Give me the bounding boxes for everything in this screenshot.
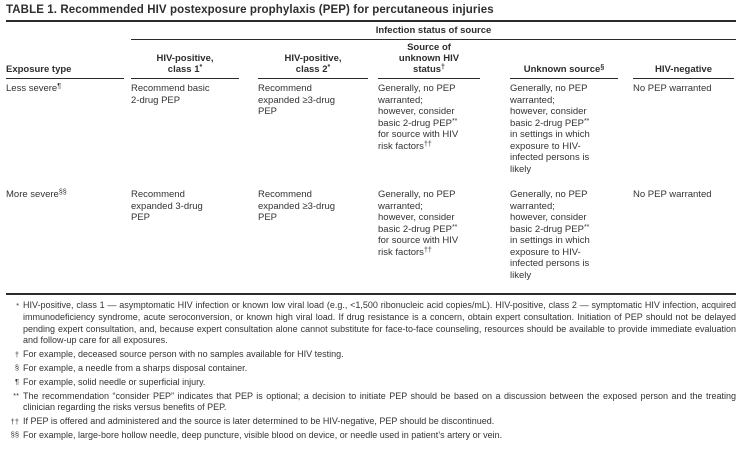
column-header-source-unknown-hiv-status	[378, 42, 510, 79]
footnote-text: HIV-positive, class 1 — asymptomatic HIV infection or known low viral load (e.g., <1,500 ribonucleic acid copies/mL). HIV-positive, class 2 — symptomatic HIV infection, acquired immunodeficiency syndrome, acute seroconversion, or known high viral load. If drug resistance is a concern, obtain expert consultation. Initiation of PEP should not be delayed pending expert consultation, and, because expert consultation alone cannot substitute for face-to-face counseling, resources should be available to provide immediate evaluation and follow-up care for all exposures.	[23, 300, 736, 346]
footnote-marker: **	[13, 391, 19, 401]
footnote-item	[6, 416, 736, 428]
footnote-text: For example, large-bore hollow needle, deep puncture, visible blood on device, or needle used in patient’s artery or vein.	[23, 429, 503, 440]
table-row-less-severe	[6, 83, 736, 189]
column-header-hiv-positive-class-1	[131, 53, 258, 79]
span-header-row	[6, 25, 736, 40]
column-header-label: HIV-positive, class 2*	[284, 53, 342, 75]
cell-row2-source-unknown-hiv-status: Generally, no PEP warranted; however, consider basic 2-drug PEP** for source with HIV risk factors††	[378, 189, 459, 258]
column-header-label: Exposure type	[6, 64, 72, 75]
table-bottom-rule	[6, 293, 736, 295]
column-header-hiv-positive-class-2	[258, 53, 378, 79]
title-rule	[6, 20, 736, 22]
footnote-marker: †	[14, 349, 19, 359]
column-header-underline	[378, 78, 480, 79]
footnote-text: For example, solid needle or superficial injury.	[23, 376, 206, 387]
footnote-marker: *	[16, 300, 19, 310]
footnote-marker: §§	[10, 430, 19, 440]
cell-row2-hiv-positive-class-2: Recommend expanded ≥3-drug PEP	[258, 189, 336, 223]
column-header-unknown-source	[510, 64, 633, 79]
column-header-underline	[6, 78, 124, 79]
footnote-item	[6, 349, 736, 361]
column-header-underline	[131, 78, 239, 79]
footnote-item	[6, 391, 736, 415]
footnote-marker: §	[14, 363, 19, 373]
column-header-underline	[258, 78, 368, 79]
footnotes-section	[6, 300, 736, 442]
cell-row1-unknown-source: Generally, no PEP warranted; however, consider basic 2-drug PEP** in settings in which exposure to HIV- infected persons is likely	[510, 83, 590, 175]
footnote-text: If PEP is offered and administered and the source is later determined to be HIV-negative, PEP should be discontinued.	[23, 416, 495, 427]
footnote-text: For example, deceased source person with no samples available for HIV testing.	[23, 349, 344, 360]
cell-row2-hiv-negative: No PEP warranted	[633, 189, 712, 200]
column-header-label: Source of unknown HIV status†	[398, 42, 460, 75]
column-header-label: HIV-negative	[654, 64, 713, 75]
footnote-marker: ††	[10, 416, 19, 426]
table-title: TABLE 1. Recommended HIV postexposure prophylaxis (PEP) for percutaneous injuries	[6, 4, 494, 16]
column-header-label: HIV-positive, class 1*	[156, 53, 214, 75]
footnote-item	[6, 430, 736, 442]
column-header-label: Unknown source§	[523, 64, 605, 75]
cell-row2-unknown-source: Generally, no PEP warranted; however, consider basic 2-drug PEP** in settings in which exposure to HIV- infected persons is likely	[510, 189, 590, 281]
column-header-row	[6, 42, 736, 79]
footnote-text: For example, a needle from a sharps disposal container.	[23, 362, 248, 373]
table-row-more-severe	[6, 189, 736, 293]
span-header-spacer	[6, 25, 131, 40]
cell-row2-hiv-positive-class-1: Recommend expanded 3-drug PEP	[131, 189, 203, 223]
cell-row1-source-unknown-hiv-status: Generally, no PEP warranted; however, consider basic 2-drug PEP** for source with HIV risk factors††	[378, 83, 459, 152]
cell-row1-exposure: Less severe¶	[6, 83, 61, 94]
footnote-item	[6, 300, 736, 347]
column-header-exposure-type	[6, 64, 131, 79]
cell-row1-hiv-positive-class-2: Recommend expanded ≥3-drug PEP	[258, 83, 336, 117]
cell-row1-hiv-positive-class-1: Recommend basic 2-drug PEP	[131, 83, 210, 106]
cell-row2-exposure: More severe§§	[6, 189, 67, 200]
column-header-underline	[633, 78, 734, 79]
column-header-hiv-negative	[633, 64, 736, 79]
cell-row1-hiv-negative: No PEP warranted	[633, 83, 712, 94]
footnote-text: The recommendation “consider PEP” indicates that PEP is optional; a decision to initiate PEP should be based on a discussion between the exposed person and the treating clinician regarding the risks versus benefits of PEP.	[23, 390, 736, 413]
column-header-underline	[510, 78, 618, 79]
span-header-infection-status: Infection status of source	[131, 25, 736, 40]
footnote-item	[6, 377, 736, 389]
footnote-item	[6, 363, 736, 375]
footnote-marker: ¶	[14, 377, 19, 387]
